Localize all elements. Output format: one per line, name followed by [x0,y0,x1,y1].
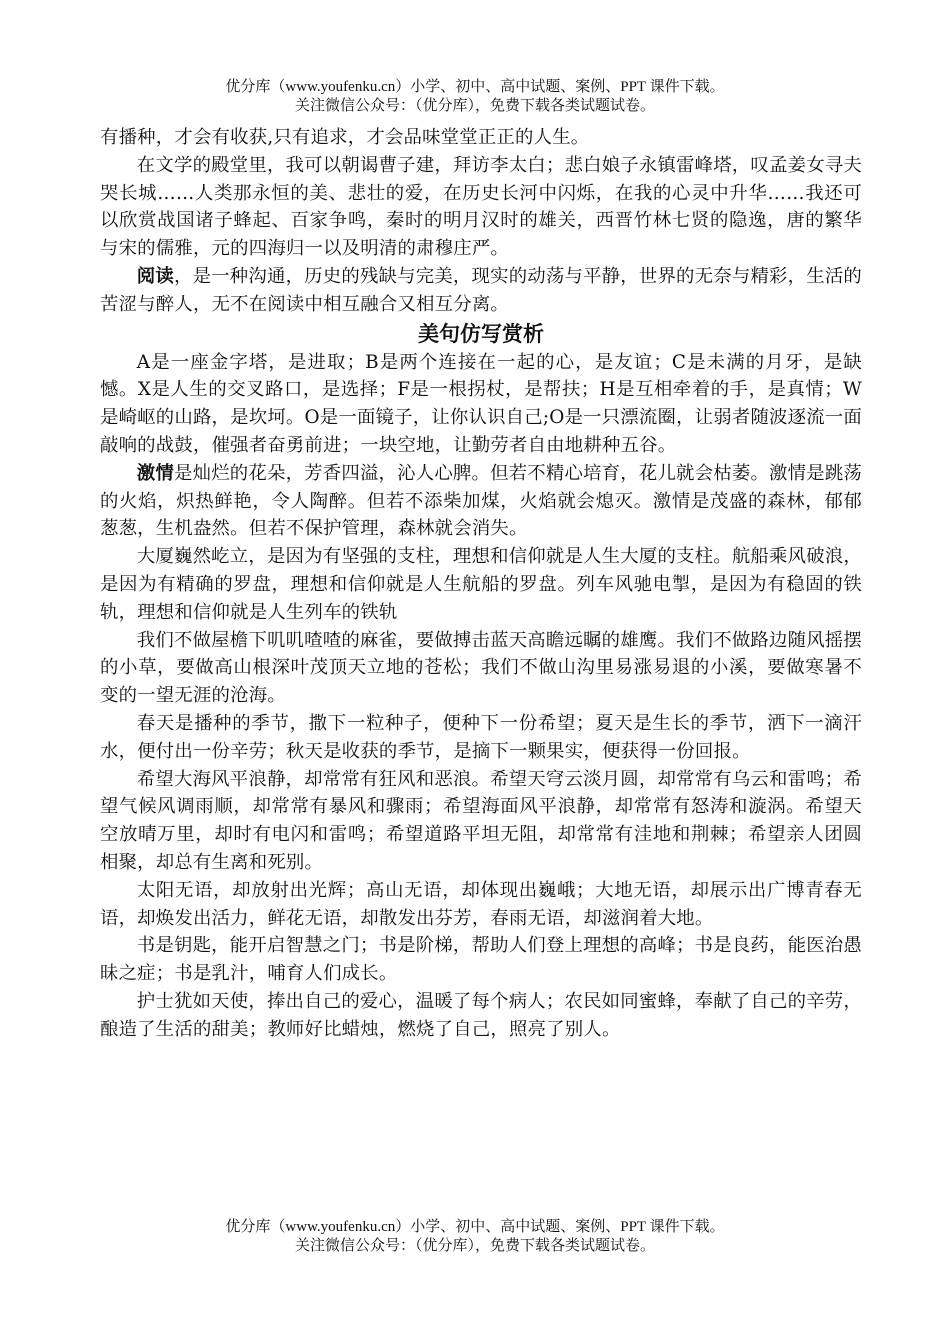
paragraph-text: 我们不做屋檐下叽叽喳喳的麻雀，要做搏击蓝天高瞻远瞩的雄鹰。我们不做路边随风摇摆的小草，要做高山根深叶茂顶天立地的苍松；我们不做山沟里易涨易退的小溪，要做寒暑不变的一望无涯的沧海。 [100,629,862,707]
paragraph [100,877,862,933]
paragraph [100,152,862,263]
footer-line-2: 关注微信公众号：（优分库），免费下载各类试题试卷。 [294,1238,655,1254]
paragraph-text: 大厦巍然屹立，是因为有坚强的支柱，理想和信仰就是人生大厦的支柱。航船乘风破浪，是因为有精确的罗盘，理想和信仰就是人生航船的罗盘。列车风驰电掣，是因为有稳固的铁轨，理想和信仰就是人生列车的铁轨 [100,546,862,623]
paragraph-text: 希望大海风平浪静，却常常有狂风和恶浪。希望天穹云淡月圆，却常常有乌云和雷鸣；希望气候风调雨顺，却常常有暴风和骤雨；希望海面风平浪静，却常常有怒涛和漩涡。希望天空放晴万里，却时有电闪和雷鸣；希望道路平坦无阻，却常常有洼地和荆棘；希望亲人团圆相聚，却总有生离和死别。 [100,768,862,873]
paragraph-lead: 激情 [136,462,174,484]
paragraph [100,710,862,766]
paragraph-text: 书是钥匙，能开启智慧之门；书是阶梯，帮助人们登上理想的高峰；书是良药，能医治愚昧之症；书是乳汁，哺育人们成长。 [100,935,862,985]
paragraph [100,766,862,877]
header-line-2: 关注微信公众号：（优分库），免费下载各类试题试卷。 [294,98,655,114]
paragraph [100,460,862,543]
paragraph [100,932,862,988]
paragraph-text: 护士犹如天使，捧出自己的爱心，温暖了每个病人；农民如同蜜蜂，奉献了自己的辛劳，酿造了生活的甜美；教师好比蜡烛，燃烧了自己，照亮了别人。 [100,990,862,1040]
paragraph-text: 太阳无语，却放射出光辉；高山无语，却体现出巍峨；大地无语，却展示出广博青春无语，却焕发出活力，鲜花无语，却散发出芬芳，春雨无语，却滋润着大地。 [100,879,862,929]
paragraph [100,124,862,152]
paragraph [100,263,862,319]
header-line-1: 优分库（www.youfenku.cn）小学、初中、高中试题、案例、PPT 课件下载。 [225,79,725,95]
paragraph [100,627,862,710]
paragraph-text: 是灿烂的花朵，芳香四溢，沁人心脾。但若不精心培育，花儿就会枯萎。激情是跳荡的火焰，炽热鲜艳，令人陶醉。但若不添柴加煤，火焰就会熄灭。激情是茂盛的森林，郁郁葱葱，生机盎然。但若不保护管理，森林就会消失。 [100,462,863,540]
section-title: 美句仿写赏析 [418,320,544,346]
paragraph-text: 有播种，才会有收获,只有追求，才会品味堂堂正正的人生。 [100,127,590,148]
page-footer [100,1218,850,1256]
paragraph-lead: 阅读 [136,265,174,287]
footer-line-1: 优分库（www.youfenku.cn）小学、初中、高中试题、案例、PPT 课件下载。 [225,1219,725,1235]
paragraph-text: 春天是播种的季节，撒下一粒种子，便种下一份希望；夏天是生长的季节，洒下一滴汗水，便付出一份辛劳；秋天是收获的季节，是摘下一颗果实，便获得一份回报。 [100,712,862,762]
paragraph-text: 在文学的殿堂里，我可以朝谒曹子建，拜访李太白；悲白娘子永镇雷峰塔，叹孟姜女寻夫哭长城……人类那永恒的美、悲壮的爱，在历史长河中闪烁，在我的心灵中升华……我还可以欣赏战国诸子蜂起、百家争鸣，秦时的明月汉时的雄关，西晋竹林七贤的隐逸，唐的繁华与宋的儒雅，元的四海归一以及明清的肃穆庄严。 [100,154,862,260]
document-body [100,124,862,1044]
paragraph [100,988,862,1044]
paragraph [100,349,862,460]
paragraph [100,543,862,626]
paragraph-text: ，是一种沟通，历史的残缺与完美，现实的动荡与平静，世界的无奈与精彩，生活的苦涩与醉人，无不在阅读中相互融合又相互分离。 [100,265,863,315]
paragraph-text: A是一座金字塔，是进取；B是两个连接在一起的心，是友谊；C是未满的月牙，是缺憾。X是人生的交叉路口，是选择；F是一根拐杖，是帮扶；H是互相牵着的手，是真情；W是崎岖的山路，是坎坷。O是一面镜子，让你认识自己;O是一只漂流圈，让弱者随波逐流一面敲响的战鼓，催强者奋勇前进；一块空地，让勤劳者自由地耕种五谷。 [100,351,862,456]
page-header [100,78,850,116]
